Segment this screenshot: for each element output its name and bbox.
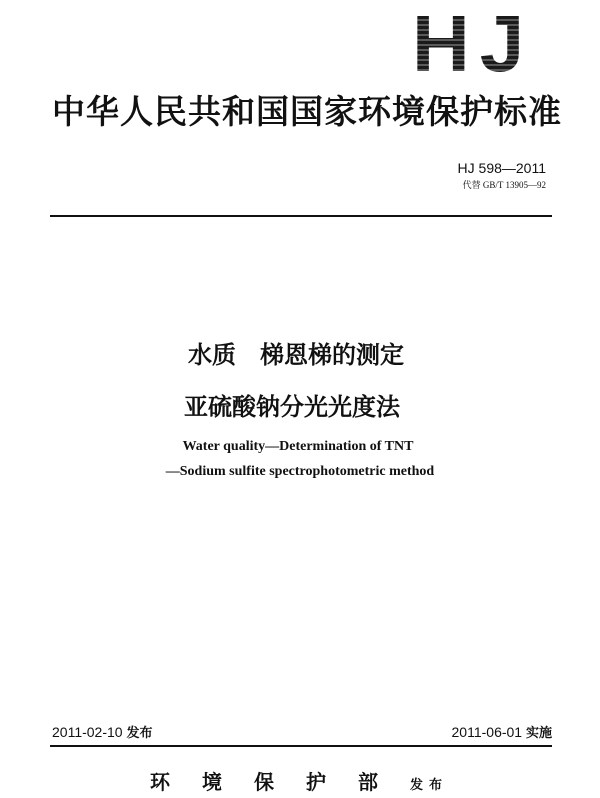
- implement-date-label: 实施: [525, 726, 552, 741]
- publisher: [150, 770, 448, 798]
- en-title-line1: Water quality—Determination of TNT: [182, 439, 414, 454]
- header-divider: [50, 215, 552, 217]
- org-title: 中华人民共和国国家环境保护标准: [52, 92, 562, 131]
- issue-date-label: 发布: [126, 726, 153, 741]
- issue-date: [52, 724, 152, 742]
- cn-title-line2: 亚硫酸钠分光光度法: [184, 393, 400, 421]
- implement-date: [452, 724, 552, 742]
- replaces-code: 代替 GB/T 13905—92: [462, 180, 546, 190]
- standard-logo: HJ: [412, 0, 535, 88]
- cn-title-line1: 水质 梯恩梯的测定: [188, 341, 404, 369]
- publisher-suffix: 发布: [410, 778, 449, 793]
- en-title-line2: —Sodium sulfite spectrophotometric method: [165, 464, 435, 479]
- implement-date-value: 2011-06-01: [451, 724, 523, 740]
- standard-code: HJ 598—2011: [457, 160, 546, 176]
- footer-divider: [50, 745, 552, 747]
- publisher-name: 环境保护部: [150, 770, 410, 794]
- issue-date-value: 2011-02-10: [52, 724, 123, 740]
